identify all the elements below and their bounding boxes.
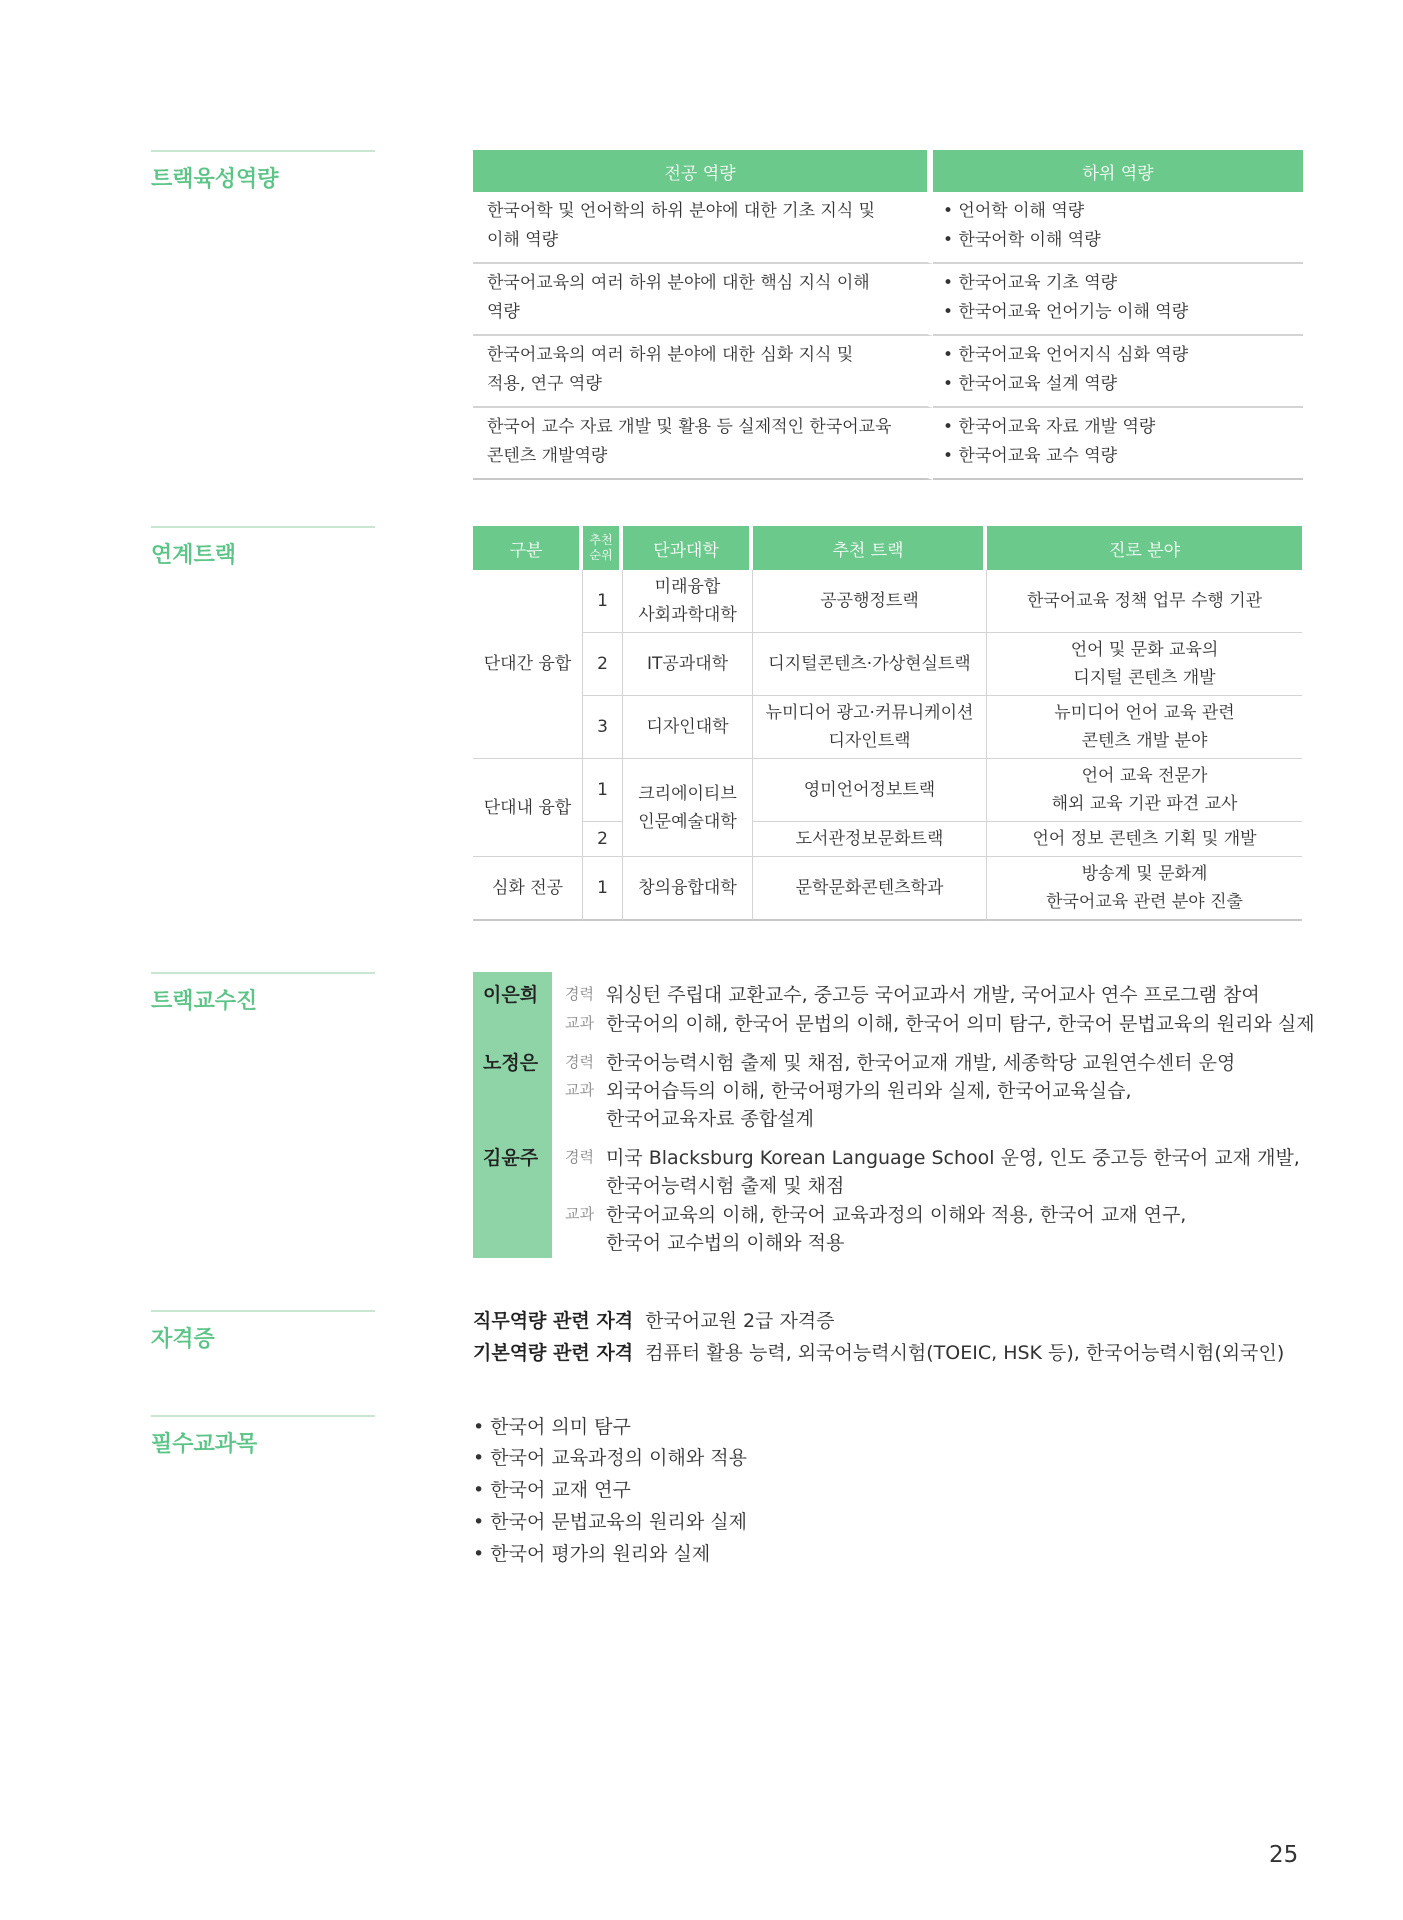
- cell-line: 이해 역량: [487, 230, 559, 250]
- cell-line: 역량: [487, 302, 520, 322]
- cell-line: 뉴미디어 광고·커뮤니케이션: [765, 703, 974, 723]
- cell-line: • 한국어학 이해 역량: [943, 230, 1101, 250]
- rank-cell: 1: [583, 759, 623, 822]
- section-label-competency: 트랙육성역량: [151, 150, 375, 193]
- sub-competency-cell: [933, 192, 1303, 264]
- rank-cell: 3: [583, 696, 623, 759]
- cell-line: 인문예술대학: [638, 811, 737, 832]
- cell-line: 언어 및 문화 교육의: [1070, 640, 1219, 660]
- cell-line: 적용, 연구 역량: [487, 374, 602, 394]
- career-cell: [987, 857, 1302, 921]
- cert-job-label: 직무역량 관련 자격: [473, 1310, 634, 1332]
- cell-line: • 한국어교육 기초 역량: [943, 273, 1118, 293]
- cell-line: 디자인트랙: [828, 731, 911, 751]
- list-item: • 한국어 교육과정의 이해와 적용: [473, 1447, 747, 1469]
- group-cell: 단대내 융합: [473, 759, 583, 857]
- header-sub-competency: 하위 역량: [933, 150, 1303, 192]
- cert-job: [473, 1306, 835, 1333]
- college-cell: [623, 759, 753, 857]
- faculty-course: 한국어교육자료 종합설계: [606, 1108, 814, 1130]
- cell-line: • 한국어교육 교수 역량: [943, 446, 1118, 466]
- track-cell: [753, 696, 987, 759]
- cell-line: 미래융합: [654, 577, 721, 597]
- track-cell: 문학문화콘텐츠학과: [753, 857, 987, 921]
- section-label-required: 필수교과목: [151, 1415, 375, 1458]
- cell-line: • 언어학 이해 역량: [943, 201, 1085, 221]
- cell-line: 콘텐츠 개발역량: [487, 446, 608, 466]
- table-row: [473, 570, 1302, 633]
- track-cell: 영미언어정보트랙: [753, 759, 987, 822]
- cert-basic-label: 기본역량 관련 자격: [473, 1342, 634, 1364]
- cell-line: 한국어교육 관련 분야 진출: [1046, 892, 1243, 912]
- list-item: • 한국어 평가의 원리와 실제: [473, 1543, 711, 1565]
- faculty-course: 외국어습득의 이해, 한국어평가의 원리와 실제, 한국어교육실습,: [606, 1080, 1132, 1102]
- table-row: [473, 408, 1303, 480]
- faculty-course: 한국어의 이해, 한국어 문법의 이해, 한국어 의미 탐구, 한국어 문법교육의 원리와 실제: [606, 1013, 1315, 1035]
- table-row: [473, 759, 1302, 822]
- page-number: 25: [1269, 1842, 1299, 1868]
- faculty-career: 한국어능력시험 출제 및 채점: [606, 1175, 845, 1197]
- faculty-name: 김윤주: [483, 1147, 539, 1169]
- career-tag: 경력: [565, 985, 594, 1003]
- career-cell: [987, 696, 1302, 759]
- faculty-block: [473, 972, 1313, 1258]
- course-tag: 교과: [565, 1081, 594, 1099]
- cert-job-value: 한국어교원 2급 자격증: [645, 1310, 835, 1332]
- sub-competency-cell: [933, 264, 1303, 336]
- career-cell: 한국어교육 정책 업무 수행 기관: [987, 570, 1302, 633]
- rank-cell: 2: [583, 633, 623, 696]
- cell-line: 한국어 교수 자료 개발 및 활용 등 실제적인 한국어교육: [487, 417, 892, 437]
- sub-competency-cell: [933, 336, 1303, 408]
- cell-line: 해외 교육 기관 파견 교사: [1051, 794, 1238, 814]
- cell-line: • 한국어교육 자료 개발 역량: [943, 417, 1156, 437]
- table-row: [473, 633, 1302, 696]
- cell-line: 크리에이티브: [638, 783, 737, 804]
- table-row: [473, 192, 1303, 264]
- cell-line: 한국어학 및 언어학의 하위 분야에 대한 기초 지식 및: [487, 201, 876, 221]
- cell-line: 디지털 콘텐츠 개발: [1073, 668, 1216, 688]
- track-cell: 디지털콘텐츠·가상현실트랙: [753, 633, 987, 696]
- faculty-career: 워싱턴 주립대 교환교수, 중고등 국어교과서 개발, 국어교사 연수 프로그램 참여: [606, 984, 1260, 1006]
- faculty-name: 노정은: [483, 1052, 539, 1074]
- cell-line: • 한국어교육 언어지식 심화 역량: [943, 345, 1189, 365]
- rank-cell: 2: [583, 822, 623, 857]
- table-row: [473, 336, 1303, 408]
- faculty-course: 한국어 교수법의 이해와 적용: [606, 1232, 845, 1254]
- faculty-name: 이은희: [483, 984, 539, 1006]
- header-rank-line: 추천: [589, 533, 613, 547]
- career-tag: 경력: [565, 1148, 594, 1166]
- header-category: 구분: [473, 526, 583, 570]
- rank-cell: 1: [583, 857, 623, 921]
- track-cell: 도서관정보문화트랙: [753, 822, 987, 857]
- header-major-competency: 전공 역량: [473, 150, 933, 192]
- cell-line: 콘텐츠 개발 분야: [1081, 731, 1208, 751]
- faculty-name-bar: [473, 972, 552, 1258]
- faculty-career: 한국어능력시험 출제 및 채점, 한국어교재 개발, 세종학당 교원연수센터 운영: [606, 1052, 1236, 1074]
- list-item: • 한국어 의미 탐구: [473, 1416, 631, 1438]
- section-label-link-track: 연계트랙: [151, 526, 375, 569]
- header-track: 추천 트랙: [753, 526, 987, 570]
- table-row: [473, 857, 1302, 921]
- section-label-faculty: 트랙교수진: [151, 972, 375, 1015]
- career-cell: 언어 정보 콘텐츠 기획 및 개발: [987, 822, 1302, 857]
- link-track-table: [473, 526, 1302, 921]
- rank-cell: 1: [583, 570, 623, 633]
- faculty-career: 미국 Blacksburg Korean Language School 운영, 인도 중고등 한국어 교재 개발,: [606, 1147, 1300, 1169]
- table-header-row: [473, 526, 1302, 570]
- cell-line: 사회과학대학: [638, 605, 737, 625]
- faculty-course: 한국어교육의 이해, 한국어 교육과정의 이해와 적용, 한국어 교재 연구,: [606, 1204, 1187, 1226]
- cell-line: • 한국어교육 언어기능 이해 역량: [943, 302, 1189, 322]
- major-competency-cell: [473, 408, 933, 480]
- college-cell: IT공과대학: [623, 633, 753, 696]
- cell-line: 언어 교육 전문가: [1081, 766, 1208, 786]
- group-cell: 심화 전공: [473, 857, 583, 921]
- cell-line: 방송계 및 문화계: [1081, 864, 1208, 884]
- career-cell: [987, 633, 1302, 696]
- cell-line: • 한국어교육 설계 역량: [943, 374, 1118, 394]
- major-competency-cell: [473, 336, 933, 408]
- college-cell: 창의융합대학: [623, 857, 753, 921]
- list-item: • 한국어 문법교육의 원리와 실제: [473, 1511, 747, 1533]
- table-row: [473, 264, 1303, 336]
- cell-line: 뉴미디어 언어 교육 관련: [1054, 703, 1235, 723]
- table-row: [473, 822, 1302, 857]
- major-competency-cell: [473, 264, 933, 336]
- header-rank-line: 순위: [589, 548, 613, 562]
- cell-line: 한국어교육의 여러 하위 분야에 대한 핵심 지식 이해: [487, 273, 870, 293]
- career-tag: 경력: [565, 1053, 594, 1071]
- college-cell: 디자인대학: [623, 696, 753, 759]
- competency-table: [473, 150, 1303, 480]
- track-cell: 공공행정트랙: [753, 570, 987, 633]
- section-label-certificate: 자격증: [151, 1310, 375, 1353]
- table-header-row: [473, 150, 1303, 192]
- college-cell: [623, 570, 753, 633]
- table-row: [473, 696, 1302, 759]
- career-cell: [987, 759, 1302, 822]
- header-rank: [583, 526, 623, 570]
- major-competency-cell: [473, 192, 933, 264]
- sub-competency-cell: [933, 408, 1303, 480]
- header-college: 단과대학: [623, 526, 753, 570]
- course-tag: 교과: [565, 1014, 594, 1032]
- group-cell: 단대간 융합: [473, 570, 583, 759]
- course-tag: 교과: [565, 1205, 594, 1223]
- cell-line: 한국어교육의 여러 하위 분야에 대한 심화 지식 및: [487, 345, 854, 365]
- header-career: 진로 분야: [987, 526, 1302, 570]
- cert-basic: [473, 1338, 1284, 1365]
- cert-basic-value: 컴퓨터 활용 능력, 외국어능력시험(TOEIC, HSK 등), 한국어능력시험(외국인): [645, 1342, 1285, 1364]
- list-item: • 한국어 교재 연구: [473, 1479, 631, 1501]
